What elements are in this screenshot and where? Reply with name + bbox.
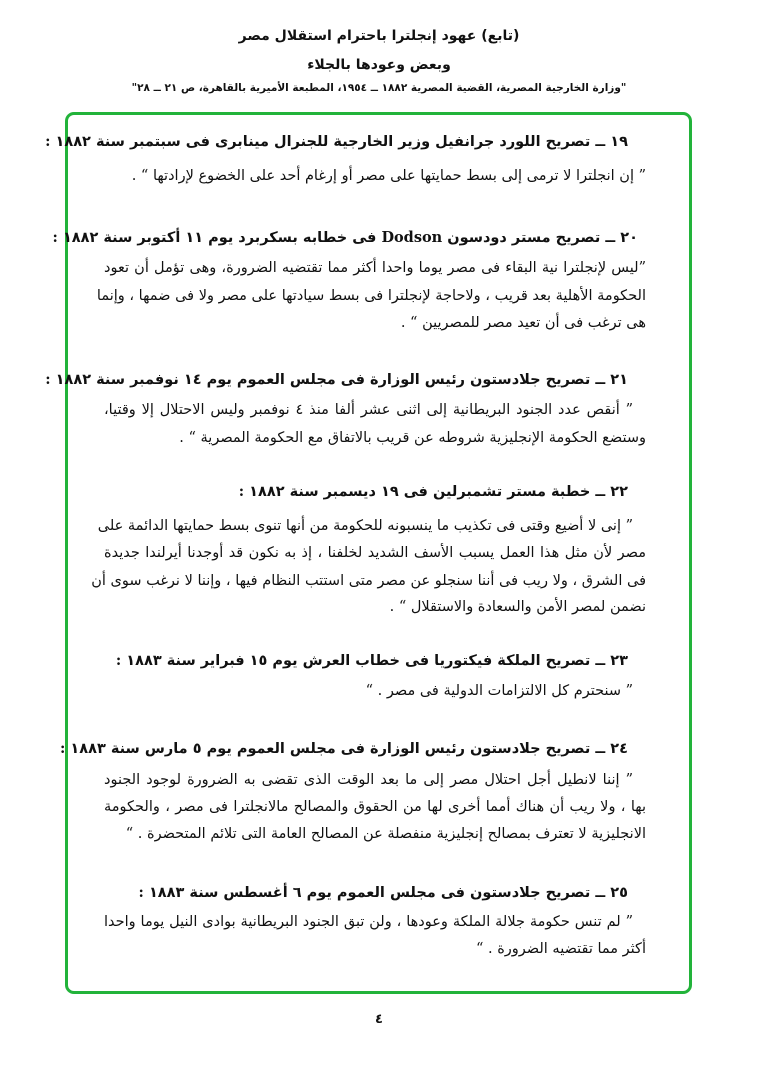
section-text: ”ليس لإنجلترا نية البقاء فى مصر يوما واحدا أكثر مما تقتضيه الضرورة، وهى تؤمل أن تعود — [104, 260, 646, 276]
section-heading-19: ١٩ ــ تصريح اللورد جرانفيل وزير الخارجية للجنرال مينابرى فى سبتمبر سنة ١٨٨٢ : — [45, 133, 628, 150]
section-text: ” إنى لا أضيع وقتى فى تكذيب ما ينسبونه للحكومة من أنها تنوى بسط حمايتها الدائمة على — [97, 518, 633, 534]
section-heading-21: ٢١ ــ تصريح جلادستون رئيس الوزارة فى مجلس العموم يوم ١٤ نوفمبر سنة ١٨٨٢ : — [45, 371, 628, 388]
section-heading-25: ٢٥ ــ تصريح جلادستون فى مجلس العموم يوم ٦ أغسطس سنة ١٨٨٣ : — [138, 884, 628, 901]
section-heading-23: ٢٣ ــ تصريح الملكة فيكتوريا فى خطاب العرش يوم ١٥ فبراير سنة ١٨٨٣ : — [115, 652, 628, 669]
section-text: الحكومة الأهلية بعد قريب ، ولاحاجة لإنجلترا فى بسط سيادتها على مصر ولا فى ضمها ، وإنما — [96, 288, 646, 304]
section-heading-24: ٢٤ ــ تصريح جلادستون رئيس الوزارة فى مجلس العموم يوم ٥ مارس سنة ١٨٨٣ : — [59, 740, 628, 757]
section-text: فى الشرق ، ولا ريب فى أننا سنجلو عن مصر متى استتب النظام فيها ، وإننا لا نرغب سوى أن — [91, 573, 646, 589]
section-heading-20: ٢٠ ــ تصريح مستر دودسون Dodson فى خطابه بسكربرد يوم ١١ أكتوبر سنة ١٨٨٢ : — [52, 229, 638, 246]
section-text: بها ، ولا ريب أن هناك أمما أخرى لها من الحقوق والمصالح مالانجلترا فى مصر ، والحكومة — [104, 799, 646, 815]
section-text: هى ترغب فى أن تعيد مصر للمصريين “ . — [400, 315, 646, 331]
source-citation: "وزارة الخارجية المصرية، القضية المصرية ١٨٨٢ ــ ١٩٥٤، المطبعة الأميرية بالقاهرة، ص ٢١ ــ ٢٨" — [131, 82, 627, 94]
section-text: ” إن انجلترا لا ترمى إلى بسط حمايتها على مصر أو إرغام أحد على الخضوع لإرادتها “ . — [131, 168, 646, 184]
section-text: ” سنحترم كل الالتزامات الدولية فى مصر . “ — [365, 683, 633, 699]
section-text: ” أنقص عدد الجنود البريطانية إلى اثنى عشر ألفا منذ ٤ نوفمبر وليس الاحتلال إلا وقتيا، — [104, 402, 633, 418]
page-subtitle: وبعض وعودها بالجلاء — [307, 57, 451, 73]
section-text: الانجليزية لا تعترف بمصالح إنجليزية منفصلة عن المصالح العامة التى تلائم المتحضرة . “ — [125, 826, 646, 842]
section-text: أكثر مما تقتضيه الضرورة . “ — [475, 941, 646, 957]
section-heading-22: ٢٢ ــ خطبة مستر تشمبرلين فى ١٩ ديسمبر سنة ١٨٨٢ : — [238, 483, 628, 500]
page-title: (تابع) عهود إنجلترا باحترام استقلال مصر — [238, 28, 520, 44]
section-text: ” إننا لانطيل أجل احتلال مصر إلى ما بعد الوقت الذى تقضى به الضرورة لوجود الجنود — [104, 772, 633, 788]
section-text: ” لم تنس حكومة جلالة الملكة وعودها ، ولن تبق الجنود البريطانية بوادى النيل يوما واحدا — [104, 914, 633, 930]
page-number: ٤ — [375, 1012, 383, 1027]
section-text: نضمن لمصر الأمن والسعادة والاستقلال “ . — [389, 599, 646, 615]
section-text: مصر لأن مثل هذا العمل يسبب الأسف الشديد لخلفنا ، إذ به نكون قد أوجدنا أيرلندا جديدة — [104, 545, 646, 561]
section-text: وستضع الحكومة الإنجليزية شروطه عن قريب بالاتفاق مع الحكومة المصرية “ . — [179, 430, 646, 446]
